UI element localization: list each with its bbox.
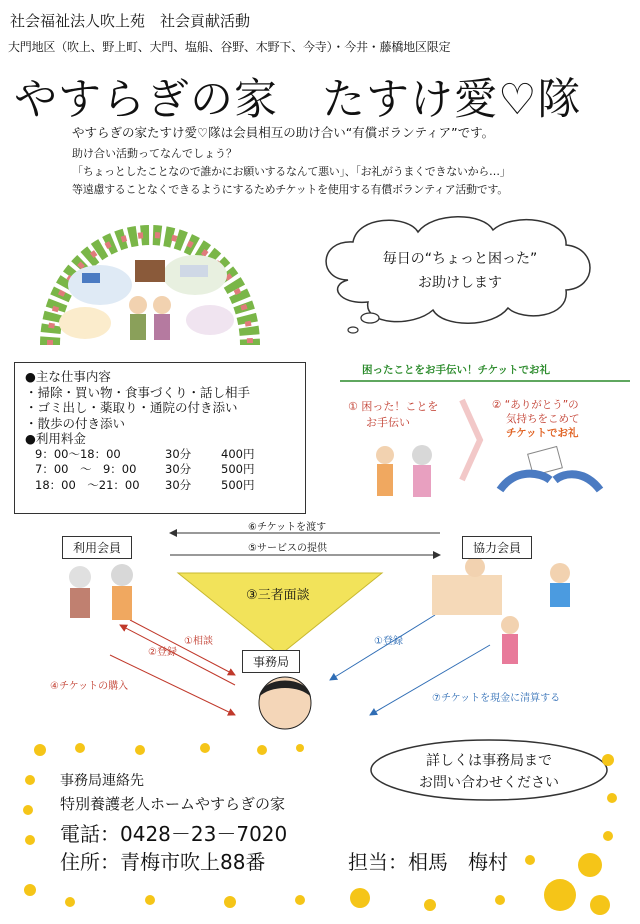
consult-label: ①相談: [184, 636, 213, 647]
task-item: ・掃除・買い物・食事づくり・話し相手: [25, 384, 251, 400]
paragraph-line: 「ちょっとしたことなので誰かにお願いするなんて悪い」、「お礼がうまくできないから…」: [72, 165, 511, 178]
service-area: 大門地区（吹上、野上町、大門、塩船、谷野、木野下、今寺）・今井・藤橋地区限定: [8, 40, 451, 54]
org-name: 社会福祉法人吹上苑 社会貢献活動: [10, 12, 251, 30]
help-step1: [348, 398, 438, 430]
meeting-label: ③三者面談: [246, 588, 310, 603]
inquiry-line: 詳しくは事務局まで: [426, 753, 552, 769]
contact-label: 事務局連絡先: [60, 773, 144, 789]
step-text: 困った！ことを: [361, 400, 439, 413]
task-item: ・ゴミ出し・薬取り・通院の付き添い: [25, 400, 238, 415]
paragraph-line: 等遠慮することなくできるようにするためチケットを使用する有償ボランティア活動です。: [72, 183, 508, 196]
fee-time: 18：00 ～21：00: [35, 477, 140, 492]
fee-duration: 30分: [165, 477, 192, 492]
cash-ticket-label: ⑦チケットを現金に清算する: [432, 693, 561, 704]
fee-price: 500円: [221, 477, 255, 492]
intro-text: やすらぎの家たすけ愛♡隊は会員相互の助け合い“有償ボランティア”です。: [72, 125, 495, 140]
help-heading: 困ったことをお手伝い！チケットでお礼: [362, 364, 551, 376]
staff-names: 担当：相馬 梅村: [348, 850, 508, 874]
user-member-label: 利用会員: [62, 536, 132, 559]
task-item: ・散歩の付き添い: [25, 415, 126, 431]
fee-row: [25, 478, 295, 494]
office-label: 事務局: [242, 650, 300, 673]
step-text: お手伝い: [366, 416, 410, 429]
fee-row: [25, 462, 295, 478]
step-text: “ありがとう”の: [504, 399, 579, 411]
buy-ticket-label: ④チケットの購入: [50, 681, 129, 692]
fee-heading: ●利用料金: [25, 431, 86, 446]
facility-name: 特別養護老人ホームやすらぎの家: [60, 795, 286, 813]
bubble-line: お助けします: [418, 275, 502, 291]
fee-time: 7：00 ～ 9：00: [35, 462, 137, 476]
fee-duration: 30分: [165, 446, 192, 461]
phone-number: 電話：0428－23－7020: [60, 822, 288, 846]
step-number: ②: [492, 399, 502, 411]
fee-duration: 30分: [165, 462, 192, 476]
fee-price: 400円: [221, 446, 255, 461]
address: 住所：青梅市吹上88番: [60, 850, 266, 874]
register-helper-label: ①登録: [374, 636, 403, 647]
ticket-pass-label: ⑥チケットを渡す: [248, 522, 327, 533]
step-text: 気持ちをこめて: [506, 413, 580, 425]
inquiry-line: お問い合わせください: [419, 775, 559, 791]
step-number: ①: [348, 400, 358, 413]
page-title: やすらぎの家 たすけ愛♡隊: [14, 75, 582, 125]
service-label: ⑤サービスの提供: [248, 543, 327, 554]
paragraph-line: 助け合い活動ってなんでしょう？: [72, 147, 237, 160]
fee-time: 9：00～18：00: [35, 446, 121, 461]
town-illustration: [30, 205, 270, 355]
tasks-heading: ●主な仕事内容: [25, 369, 111, 384]
fee-price: 500円: [221, 462, 255, 476]
help-step2: [492, 398, 580, 440]
tasks-box: [14, 362, 306, 514]
fee-row: [25, 447, 295, 463]
bubble-line: 毎日の“ちょっと困った”: [382, 251, 538, 267]
step-text: チケットでお礼: [506, 427, 579, 439]
helper-member-label: 協力会員: [462, 536, 532, 559]
register-user-label: ②登録: [148, 647, 177, 658]
